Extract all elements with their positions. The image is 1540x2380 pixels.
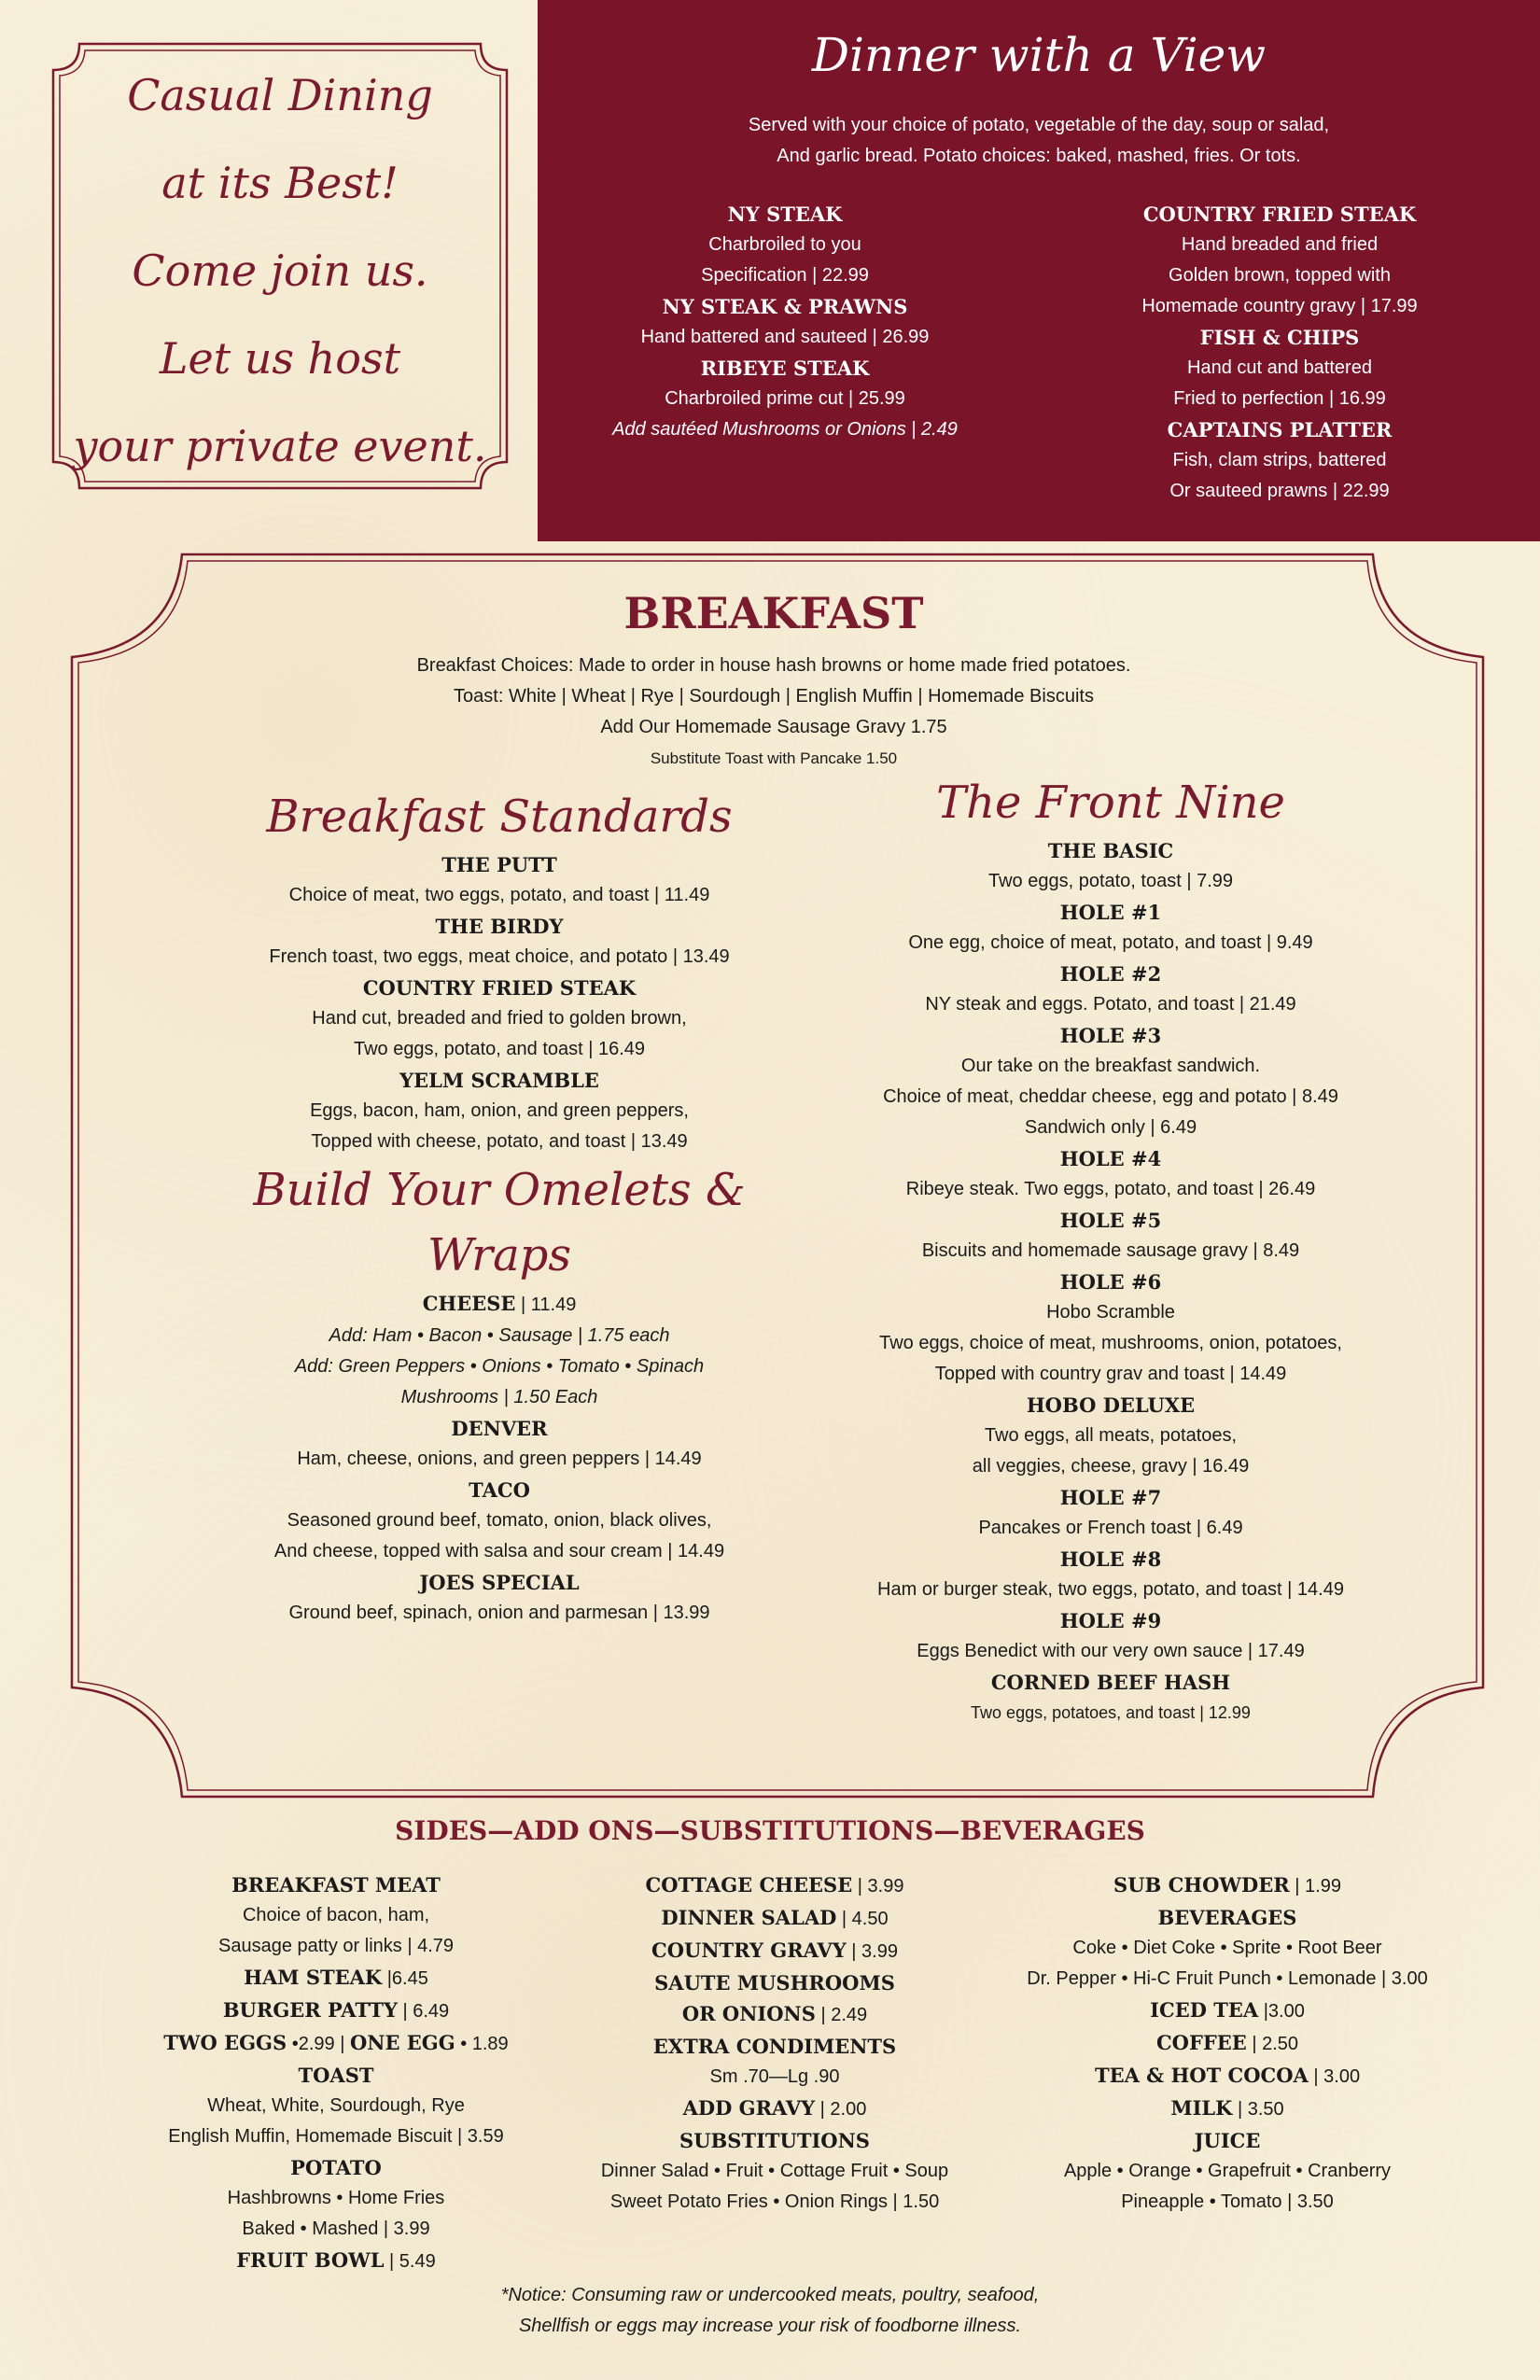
item-row [103, 1995, 569, 2027]
item-name: ADD GRAVY [682, 2096, 816, 2120]
item-description: Hobo Scramble [1046, 1302, 1175, 1323]
item-name: NY STEAK [727, 203, 843, 226]
item-name: HOBO DELUXE [1026, 1393, 1196, 1417]
item-price: | 3.50 [1232, 2099, 1284, 2120]
item-description: Our take on the breakfast sandwich. [960, 1056, 1261, 1076]
item-row [103, 2245, 569, 2277]
item-price: • 1.89 [455, 2034, 509, 2054]
item-name: OR ONIONS [681, 2002, 816, 2025]
item-description: Fried to perfection | 16.99 [1173, 388, 1386, 409]
sides-column-3 [989, 1869, 1465, 2218]
item-name: COTTAGE CHEESE [645, 1873, 853, 1897]
item-description: Ham, cheese, onions, and green peppers | 14.49 [297, 1449, 702, 1469]
dinner-title: Dinner with a View [811, 28, 1267, 82]
item-description: Coke • Diet Coke • Sprite • Root Beer [1072, 1938, 1382, 1958]
item-row [989, 1995, 1465, 2027]
breakfast-intro [0, 651, 1540, 774]
item-price: | 4.50 [836, 1909, 889, 1929]
item-name: NY STEAK & PRAWNS [662, 295, 908, 318]
item-price: | 3.00 [1308, 2066, 1361, 2087]
item-description: One egg, choice of meat, potato, and toast | 9.49 [908, 932, 1313, 953]
sides-column-2 [541, 1869, 1008, 2218]
item-row [541, 1935, 1008, 1967]
item-name: BURGER PATTY [222, 1998, 398, 2022]
item-note: Add: Ham • Bacon • Sausage | 1.75 each [329, 1325, 670, 1346]
item-row [541, 2093, 1008, 2125]
item-description: Baked • Mashed | 3.99 [242, 2219, 430, 2239]
item-price: | 2.49 [815, 2005, 868, 2025]
item-name: HOLE #9 [1059, 1609, 1162, 1632]
item-description: Hand cut, breaded and fried to golden brown, [312, 1008, 687, 1029]
dinner-left-column [561, 199, 1009, 445]
item-name: HOLE #6 [1059, 1270, 1162, 1294]
item-name: COFFEE [1155, 2031, 1247, 2054]
dinner-right-column [1056, 199, 1504, 507]
promo-line: at its Best! [161, 158, 399, 208]
notice-line: *Notice: Consuming raw or undercooked meats, poultry, seafood, [500, 2285, 1040, 2305]
item-name: POTATO [290, 2156, 382, 2179]
item-description: Eggs, bacon, ham, onion, and green peppers, [310, 1100, 689, 1121]
item-name: CORNED BEEF HASH [990, 1671, 1231, 1694]
item-name: MILK [1170, 2096, 1233, 2120]
item-name: TWO EGGS [163, 2031, 287, 2054]
breakfast-intro-note: Substitute Toast with Pancake 1.50 [650, 749, 898, 767]
item-name: ONE EGG [349, 2031, 455, 2054]
item-name: HAM STEAK [244, 1966, 383, 1989]
item-name: THE BASIC [1047, 839, 1174, 862]
item-description: French toast, two eggs, meat choice, and potato | 13.49 [269, 946, 730, 967]
item-name: FISH & CHIPS [1199, 326, 1360, 349]
item-name: RIBEYE STEAK [700, 357, 870, 380]
item-description: Homemade country gravy | 17.99 [1141, 296, 1418, 316]
item-description: Apple • Orange • Grapefruit • Cranberry [1063, 2161, 1392, 2181]
item-price: | 2.00 [815, 2099, 867, 2120]
item-description: Ham or burger steak, two eggs, potato, and toast | 14.49 [877, 1579, 1344, 1600]
item-name: HOLE #4 [1059, 1147, 1162, 1170]
item-name: BREAKFAST MEAT [231, 1873, 441, 1897]
item-description: Or sauteed prawns | 22.99 [1169, 481, 1390, 501]
item-description: Two eggs, potato, and toast | 16.49 [353, 1039, 646, 1059]
item-price: | 1.99 [1289, 1876, 1341, 1897]
item-name: JOES SPECIAL [419, 1571, 580, 1594]
item-row [989, 1869, 1465, 1902]
item-name: EXTRA CONDIMENTS [652, 2035, 897, 2058]
item-description: Topped with country grav and toast | 14.49 [934, 1364, 1287, 1384]
item-row [989, 2093, 1465, 2125]
breakfast-title: BREAKFAST [623, 588, 924, 638]
dinner-intro-line: And garlic bread. Potato choices: baked, mashed, fries. Or tots. [777, 146, 1301, 166]
breakfast-intro-line: Toast: White | Wheat | Rye | Sourdough | English Muffin | Homemade Biscuits [454, 686, 1094, 707]
item-name: HOLE #5 [1059, 1209, 1162, 1232]
item-description: Hashbrowns • Home Fries [227, 2188, 445, 2208]
item-price: |6.45 [382, 1968, 428, 1989]
item-row [989, 2060, 1465, 2093]
item-price: | 11.49 [515, 1295, 577, 1315]
item-description: Dinner Salad • Fruit • Cottage Fruit • Soup [600, 2161, 949, 2181]
item-description: Golden brown, topped with [1169, 265, 1391, 286]
item-name: DENVER [451, 1417, 548, 1440]
item-row [541, 1998, 1008, 2031]
item-name: THE BIRDY [435, 915, 564, 938]
item-row [103, 2027, 569, 2060]
promo-line: Let us host [159, 333, 401, 384]
item-description: Wheat, White, Sourdough, Rye [207, 2095, 465, 2116]
item-name: HOLE #7 [1059, 1486, 1162, 1509]
item-description: Topped with cheese, potato, and toast | 13.49 [311, 1131, 688, 1152]
item-description: Choice of bacon, ham, [242, 1905, 430, 1925]
item-description: Two eggs, potatoes, and toast | 12.99 [971, 1703, 1251, 1722]
item-description: Hand breaded and fried [1181, 234, 1379, 255]
section-subtitle: Breakfast Standards [266, 791, 733, 843]
item-price: | 3.99 [852, 1876, 904, 1897]
item-row [541, 1869, 1008, 1902]
item-description: Charbroiled to you [708, 234, 861, 255]
item-name: SUB CHOWDER [1113, 1873, 1290, 1897]
item-description: Choice of meat, two eggs, potato, and toast | 11.49 [288, 885, 710, 905]
item-name: TEA & HOT COCOA [1094, 2064, 1309, 2087]
item-description: Pineapple • Tomato | 3.50 [1121, 2191, 1334, 2212]
item-price: | 6.49 [397, 2001, 450, 2022]
item-price: •2.99 | [287, 2034, 350, 2054]
item-description: Sm .70—Lg .90 [709, 2066, 840, 2087]
item-row [989, 2027, 1465, 2060]
item-description: all veggies, cheese, gravy | 16.49 [972, 1456, 1250, 1477]
promo-line: Casual Dining [127, 70, 433, 120]
item-name: SUBSTITUTIONS [679, 2129, 870, 2152]
item-description: Pancakes or French toast | 6.49 [978, 1518, 1243, 1538]
dinner-intro [538, 110, 1540, 172]
item-note: Mushrooms | 1.50 Each [400, 1387, 598, 1407]
item-description: Charbroiled prime cut | 25.99 [665, 388, 905, 409]
item-name: TACO [469, 1478, 530, 1502]
item-description: Biscuits and homemade sausage gravy | 8.49 [921, 1240, 1300, 1261]
item-description: Hand battered and sauteed | 26.99 [640, 327, 930, 347]
item-name: FRUIT BOWL [236, 2248, 385, 2272]
item-description: Eggs Benedict with our very own sauce | 17.49 [917, 1641, 1305, 1661]
breakfast-left-column [201, 784, 798, 1629]
item-description: Sweet Potato Fries • Onion Rings | 1.50 [609, 2191, 940, 2212]
section-subtitle: Wraps [427, 1229, 572, 1281]
item-description: Hand cut and battered [1187, 357, 1372, 378]
item-name: TOAST [298, 2064, 374, 2087]
item-note: Add sautéed Mushrooms or Onions | 2.49 [612, 419, 958, 440]
item-description: NY steak and eggs. Potato, and toast | 21.49 [925, 994, 1296, 1015]
item-description: Specification | 22.99 [701, 265, 869, 286]
item-row [541, 1902, 1008, 1935]
item-name: YELM SCRAMBLE [399, 1069, 599, 1092]
sides-column-1 [103, 1869, 569, 2277]
item-name: HOLE #2 [1059, 962, 1162, 986]
food-safety-notice [0, 2280, 1540, 2342]
breakfast-intro-line: Breakfast Choices: Made to order in house hash browns or home made fried potatoes. [416, 655, 1131, 676]
item-description: Ground beef, spinach, onion and parmesan | 13.99 [288, 1603, 710, 1623]
item-description: Sausage patty or links | 4.79 [217, 1936, 454, 1956]
item-name: BEVERAGES [1157, 1906, 1297, 1929]
item-description: English Muffin, Homemade Biscuit | 3.59 [168, 2126, 504, 2147]
section-subtitle: The Front Nine [936, 777, 1285, 829]
promo-line: your private event. [73, 421, 487, 471]
item-description: Seasoned ground beef, tomato, onion, black olives, [287, 1510, 712, 1531]
item-description: Two eggs, choice of meat, mushrooms, onion, potatoes, [879, 1333, 1342, 1353]
item-row [103, 1962, 569, 1995]
item-description: Sandwich only | 6.49 [1024, 1117, 1197, 1138]
sides-title: SIDES—ADD ONS—SUBSTITUTIONS—BEVERAGES [395, 1815, 1145, 1846]
item-name: COUNTRY GRAVY [651, 1939, 847, 1962]
item-name: CAPTAINS PLATTER [1167, 418, 1393, 441]
notice-line: Shellfish or eggs may increase your risk of foodborne illness. [518, 2316, 1022, 2336]
section-subtitle: Build Your Omelets & [253, 1164, 746, 1216]
breakfast-intro-line: Add Our Homemade Sausage Gravy 1.75 [600, 717, 947, 737]
item-price: | 3.99 [846, 1941, 898, 1962]
item-description: Dr. Pepper • Hi-C Fruit Punch • Lemonade | 3.00 [1027, 1968, 1428, 1989]
item-description: Ribeye steak. Two eggs, potato, and toast | 26.49 [905, 1179, 1316, 1199]
breakfast-right-column [803, 770, 1419, 1729]
item-price: | 2.50 [1246, 2034, 1299, 2054]
item-description: Fish, clam strips, battered [1172, 450, 1387, 470]
item-note: Add: Green Peppers • Onions • Tomato • Spinach [294, 1356, 705, 1377]
item-name: JUICE [1194, 2129, 1261, 2152]
item-name: THE PUTT [441, 853, 557, 876]
item-name: DINNER SALAD [661, 1906, 837, 1929]
dinner-panel [538, 0, 1540, 541]
item-price: | 5.49 [384, 2251, 436, 2272]
item-name: ICED TEA [1150, 1998, 1259, 2022]
item-name: COUNTRY FRIED STEAK [1142, 203, 1417, 226]
item-name: HOLE #3 [1059, 1024, 1162, 1047]
item-name: SAUTE MUSHROOMS [654, 1971, 895, 1995]
item-name: HOLE #1 [1059, 901, 1162, 924]
item-name: CHEESE [422, 1292, 516, 1315]
promo-text [51, 51, 509, 490]
item-row [201, 1288, 798, 1321]
item-name: COUNTRY FRIED STEAK [362, 976, 637, 1000]
dinner-intro-line: Served with your choice of potato, vegetable of the day, soup or salad, [748, 115, 1330, 135]
item-description: Two eggs, all meats, potatoes, [984, 1425, 1238, 1446]
item-description: Two eggs, potato, toast | 7.99 [987, 871, 1234, 891]
promo-line: Come join us. [132, 245, 428, 296]
item-description: Choice of meat, cheddar cheese, egg and potato | 8.49 [883, 1086, 1338, 1107]
item-description: And cheese, topped with salsa and sour cream | 14.49 [273, 1541, 725, 1561]
item-price: |3.00 [1258, 2001, 1305, 2022]
item-name: HOLE #8 [1059, 1547, 1162, 1571]
